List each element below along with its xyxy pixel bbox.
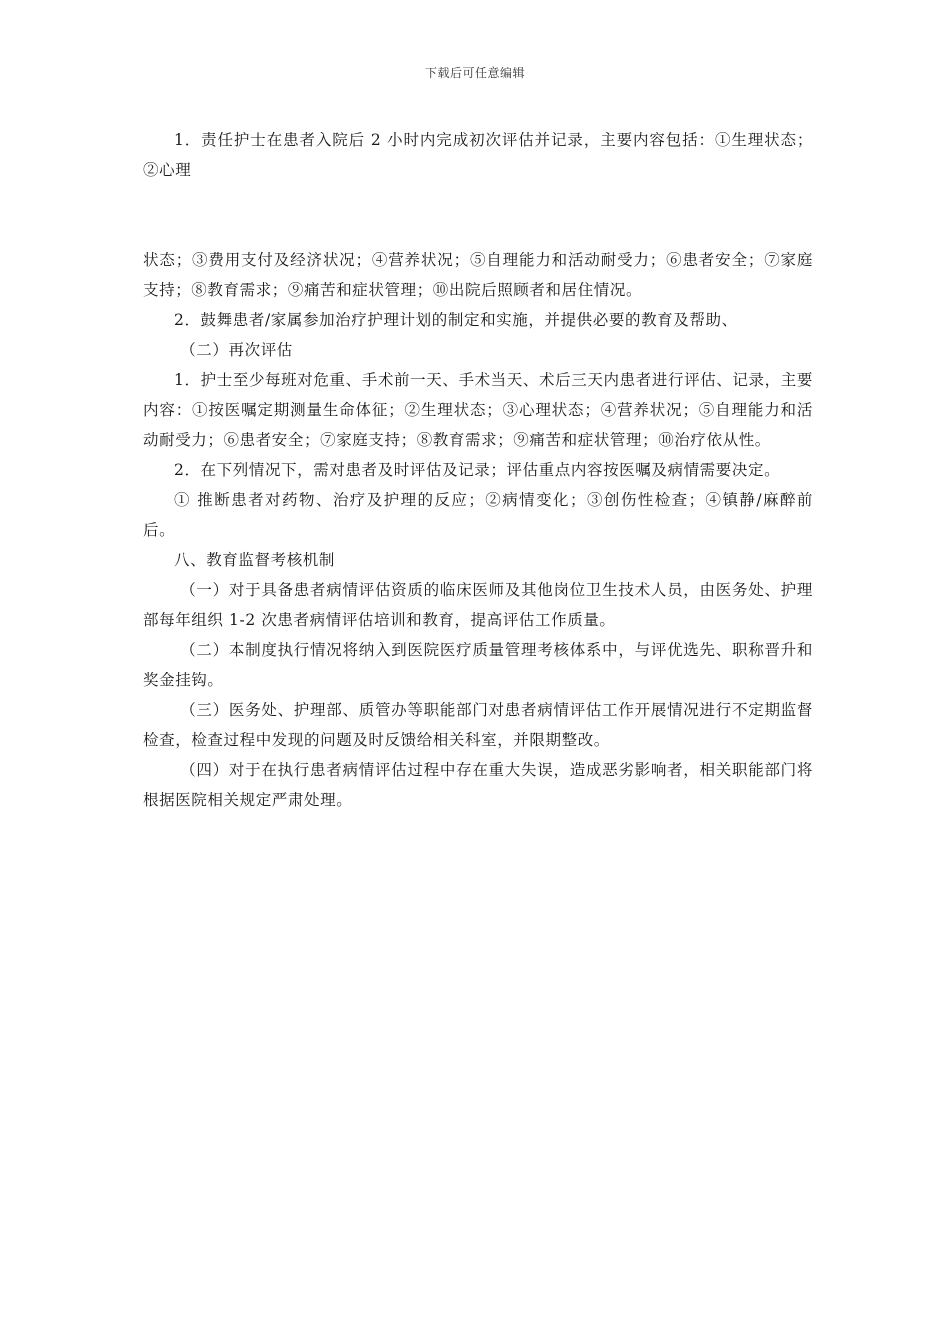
- section-heading-supervision: 八、教育监督考核机制: [174, 551, 336, 569]
- paragraph-reassessment-1: 1．护士至少每班对危重、手术前一天、手术当天、术后三天内患者进行评估、记录，主要内容：①按医嘱定期测量生命体征；②生理状态；③心理状态；④营养状况；⑤自理能力和活动耐受力；⑥患者安全；⑦家庭支持；⑧教育需求；⑨痛苦和症状管理；⑩治疗依从性。: [143, 371, 813, 449]
- paragraph-supervision-3: （三）医务处、护理部、质管办等职能部门对患者病情评估工作开展情况进行不定期监督检查，检查过程中发现的问题及时反馈给相关科室，并限期整改。: [143, 701, 813, 749]
- paragraph-continuation: 状态；③费用支付及经济状况；④营养状况；⑤自理能力和活动耐受力；⑥患者安全；⑦家庭支持；⑧教育需求；⑨痛苦和症状管理；⑩出院后照顾者和居住情况。: [143, 251, 813, 299]
- text-block-top: [143, 125, 813, 185]
- page-header: 下载后可任意编辑: [424, 66, 525, 80]
- paragraph-initial-assessment-1: 1．责任护士在患者入院后 2 小时内完成初次评估并记录，主要内容包括：①生理状态；②心理: [143, 131, 813, 179]
- paragraph-reassessment-cases: ① 推断患者对药物、治疗及护理的反应；②病情变化；③创伤性检查；④镇静/麻醉前后。: [143, 491, 813, 539]
- paragraph-supervision-4: （四）对于在执行患者病情评估过程中存在重大失误，造成恶劣影响者，相关职能部门将根据医院相关规定严肃处理。: [143, 761, 813, 809]
- paragraph-reassessment-2: 2．在下列情况下，需对患者及时评估及记录；评估重点内容按医嘱及病情需要决定。: [174, 461, 781, 479]
- paragraph-supervision-1: （一）对于具备患者病情评估资质的临床医师及其他岗位卫生技术人员，由医务处、护理部每年组织 1-2 次患者病情评估培训和教育，提高评估工作质量。: [143, 581, 813, 629]
- text-block-main: [143, 245, 813, 815]
- paragraph-supervision-2: （二）本制度执行情况将纳入到医院医疗质量管理考核体系中，与评优选先、职称晋升和奖金挂钩。: [143, 641, 813, 689]
- paragraph-initial-assessment-2: 2．鼓舞患者/家属参加治疗护理计划的制定和实施，并提供必要的教育及帮助、: [174, 311, 738, 329]
- section-heading-reassessment: （二）再次评估: [180, 341, 293, 359]
